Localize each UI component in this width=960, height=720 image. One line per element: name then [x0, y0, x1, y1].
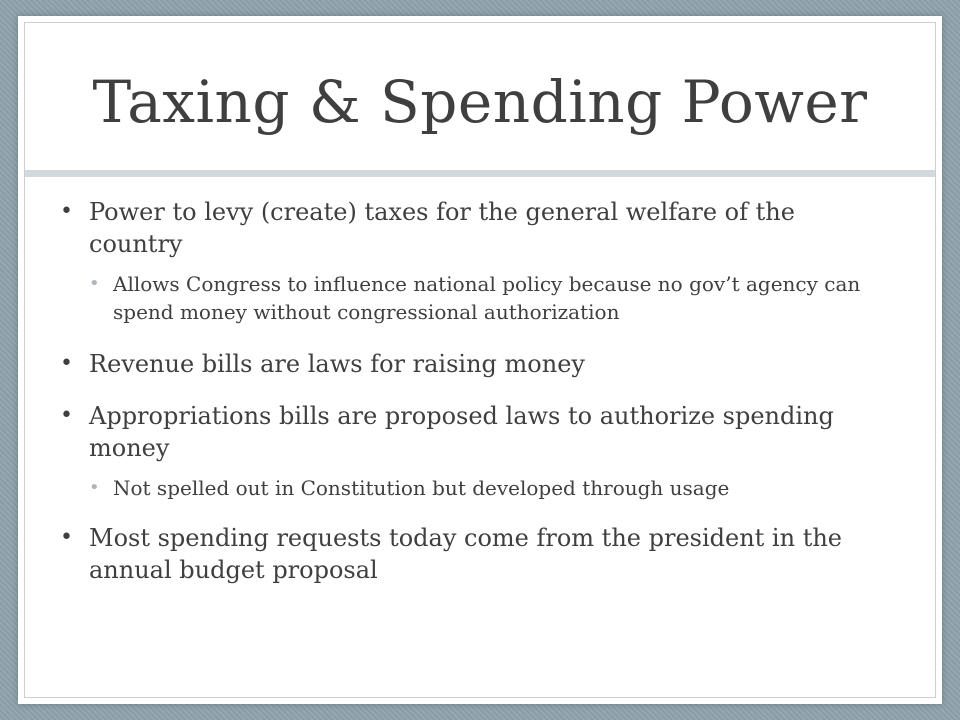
- sub-bullet-item: [89, 270, 894, 326]
- bullet-item: [54, 196, 894, 326]
- slide-title: Taxing & Spending Power: [92, 68, 868, 136]
- bullet-icon: •: [60, 199, 73, 224]
- sub-bullet-icon: •: [89, 477, 100, 498]
- bullet-icon: •: [60, 403, 73, 428]
- bullet-icon: •: [60, 351, 73, 376]
- sub-bullet-text: Not spelled out in Constitution but developed through usage: [113, 476, 730, 500]
- bullet-icon: •: [60, 525, 73, 550]
- slide: [18, 16, 942, 704]
- bullet-text: Power to levy (create) taxes for the general welfare of the country: [89, 198, 795, 258]
- slide-content: [54, 196, 894, 600]
- sub-bullet-item: [89, 474, 894, 502]
- bullet-text: Appropriations bills are proposed laws to authorize spending money: [89, 402, 834, 462]
- bullet-item: [54, 348, 894, 380]
- title-divider: [25, 170, 935, 177]
- sub-bullet-text: Allows Congress to influence national policy because no gov’t agency can spend money without congressional authorization: [113, 272, 861, 324]
- bullet-item: [54, 522, 894, 586]
- sub-bullet-icon: •: [89, 273, 100, 294]
- title-area: [18, 16, 942, 170]
- bullet-text: Most spending requests today come from the president in the annual budget proposal: [89, 524, 842, 584]
- bullet-text: Revenue bills are laws for raising money: [89, 350, 585, 378]
- bullet-item: [54, 400, 894, 502]
